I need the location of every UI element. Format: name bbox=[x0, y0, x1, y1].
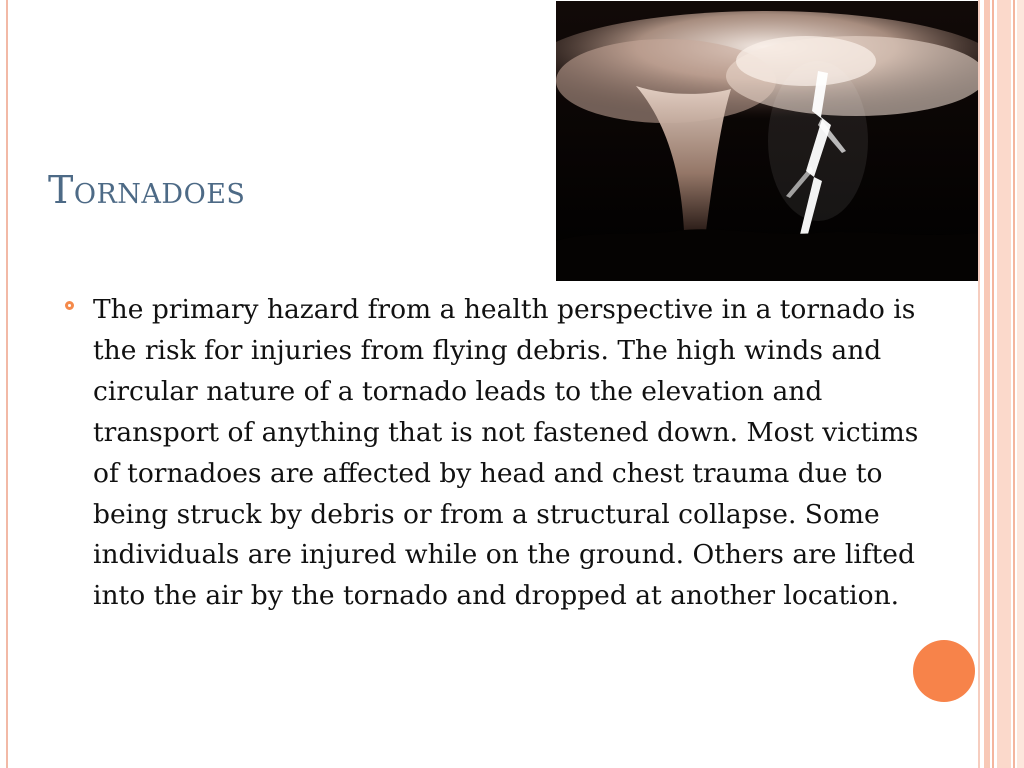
decorative-stripe-right-2 bbox=[984, 0, 990, 768]
decorative-stripe-right-6 bbox=[1017, 0, 1024, 768]
decorative-stripe-left bbox=[6, 0, 8, 768]
slide-title: Tornadoes bbox=[48, 168, 246, 212]
decorative-stripe-right-4 bbox=[997, 0, 1011, 768]
bullet-text: The primary hazard from a health perspective in a tornado is the risk for injuries from flying debris. The high winds and circular nature of a tornado leads to the elevation and transport of anything that is not fastened down. Most victims of tornadoes are affected by head and chest trauma due to being struck by debris or from a structural collapse. Some individuals are injured while on the ground. Others are lifted into the air by the tornado and dropped at another location. bbox=[93, 294, 919, 612]
decorative-stripe-right-1 bbox=[978, 0, 980, 768]
bullet-circle-icon bbox=[65, 301, 74, 310]
tornado-lightning-photo bbox=[556, 1, 978, 281]
bullet-list bbox=[62, 290, 922, 617]
decorative-stripe-right-3 bbox=[992, 0, 994, 768]
decorative-stripe-right-5 bbox=[1013, 0, 1015, 768]
decorative-circle bbox=[913, 640, 975, 702]
list-item bbox=[62, 290, 922, 617]
